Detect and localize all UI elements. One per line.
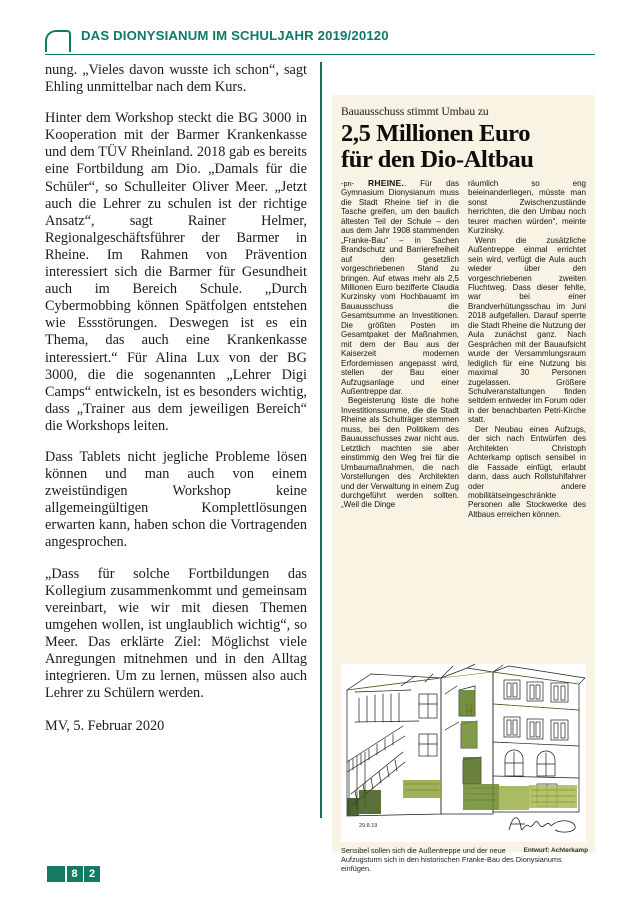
paragraph: Wenn die zusätzliche Außentreppe einmal errichtet sein wird, verfügt die Aula auch wieder über den vorgeschriebenen zweiten Fluchtweg. Dass dieser fehlte, war bei einer Brandverhütungsschau im Juni 2018 aufgefallen. Darauf sperrte die Stadt Rheine die Nutzung der Aula zunächst ganz. Nach Gesprächen mit der Bauaufsicht wurde der Versammlungsraum lediglich für eine Nutzung bis maximal 30 Personen zugelassen. Größere Schulveranstaltungen finden seitdem entweder im Forum oder in der benachbarten Petri-Kirche statt. <box>468 235 586 425</box>
left-article-column <box>45 62 307 749</box>
folio-digit-8: 8 <box>67 866 83 882</box>
sketch-date-note: 29.8.19 <box>359 823 378 829</box>
clipping-headline <box>341 121 586 172</box>
header-bracket-icon <box>45 30 71 52</box>
paragraph-text: . Für das Gymnasium Dionysianum muss die Stadt Rheine tief in die Tasche greifen, um den baulich ältesten Teil der Schule – den aus dem Jahr 1908 stammenden „Franke-Bau“ – in Sachen Brandschutz und Barrierefreiheit auf den gesetzlich vorgeschriebenen Stand zu bringen. Auf etwas mehr als 2,5 Millionen Euro bezifferte Claudia Kurzinsky vom Hochbauamt im Bauausschuss die Gesamtsumme an Investitionen. Die größten Posten im Gesamtpaket der Maßnahmen, mit dem der Bau aus der Kaiserzeit modernen Erfordernissen angepasst wird, stellen der Bau einer Aufzugsanlage und einer Außentreppe dar. <box>341 179 459 396</box>
paragraph: Begeisterung löste die hohe Investitionssumme, die die Stadt Rheine als Schulträger stemmen muss, bei den Politikern des Bauausschusses zwar nicht aus. Letztlich machten sie aber einstimmig den Weg frei für die Umbaumaßnahmen, die nach Vorstellungen des Architekten und der Verwaltung in einem Zug durchgeführt werden sollten. „Weil die Dinge <box>341 396 459 510</box>
paragraph: Dass Tablets nicht jegliche Probleme lösen können und man auch von einem zweistündigen Workshop keine allgemeingültigen Komplettlösungen erwarten kann, haben schon die Vortragenden angesprochen. <box>45 448 307 551</box>
caption-credit: Entwurf: Achterkamp <box>523 847 588 854</box>
paragraph: „Dass für solche Fortbildungen das Kollegium zusammenkommt und gemeinsam vereinbart, wie wir mit diesen Themen umgehen wollen, ist unglaublich wichtig“, so Meer. Das erklärte Ziel: Möglichst viele Anregungen mitnehmen und in den Alltag integrieren. Um zu lernen, müssen also auch Lehrer zu Schülern werden. <box>45 565 307 702</box>
dateline-city: RHEINE. <box>368 178 404 188</box>
page-title: DAS DIONYSIANUM IM SCHULJAHR 2019/20120 <box>81 28 389 43</box>
article-byline: MV, 5. Februar 2020 <box>45 718 165 735</box>
headline-line-1: 2,5 Millionen Euro <box>341 120 531 147</box>
paragraph: nung. „Vieles davon wusste ich schon“, sagt Ehling unmittelbar nach dem Kurs. <box>45 62 307 96</box>
paragraph: räumlich so eng beieinanderliegen, müsste man sonst Zwischenzustände herrichten, die den Umbau noch teurer machen würden“, meinte Kurzinsky. <box>468 179 586 236</box>
page-folio <box>47 866 100 882</box>
image-caption <box>341 846 588 874</box>
paragraph: Der Neubau eines Aufzugs, der sich nach Entwürfen des Architekten Christoph Achterkamp optisch sensibel in die Fassade einfügt, erlaubt dann, dass auch Rollstuhlfahrer oder andere mobilitätseingeschränkte Personen alle Stockwerke des Altbaus erreichen können. <box>468 424 586 519</box>
clipping-text-columns <box>341 179 586 519</box>
paragraph: Hinter dem Workshop steckt die BG 3000 in Kooperation mit der Barmer Krankenkasse und dem TÜV Rheinland. 2018 gab es bereits eine Fortbildung am Dio. „Damals für die Schüler“, so Schulleiter Oliver Meer. „Jetzt auch die Lehrer zu schulen ist der richtige Ansatz“, sagt Rainer Helmer, Regionalgeschäftsführer der Barmer in Rheine. Im Rahmen von Prävention interessiert sich die Barmer für Gesundheit auch im Bereich Schule. „Durch Cybermobbing können Spätfolgen entstehen wie Essstörungen. Deswegen ist es ein Thema, das auch eine Krankenkasse interessiert.“ Für Alina Lux von der BG 3000, die die sogenannten „Lehrer Digi Camps“ entwickeln, ist es besonders wichtig, dass „Trainer aus dem jeweiligen Bereich“ die Workshops leiten. <box>45 110 307 434</box>
dateline-tag: -pn- <box>341 179 355 188</box>
paragraph <box>341 179 459 396</box>
folio-box-blank <box>47 866 65 882</box>
page-body <box>45 62 595 874</box>
news-clipping-panel <box>332 95 595 874</box>
caption-text: Sensibel sollen sich die Außentreppe und der neue Aufzugsturm sich in den historischen Franke-Bau des Dionysianums einfügen. <box>341 846 562 874</box>
page-running-head <box>45 26 595 58</box>
clipping-kicker: Bauausschuss stimmt Umbau zu <box>341 105 489 118</box>
headline-line-2: für den Dio-Altbau <box>341 145 534 173</box>
column-divider <box>320 62 322 818</box>
clipping-column-2 <box>468 179 586 519</box>
clipping-column-1 <box>341 179 459 519</box>
folio-digit-2: 2 <box>84 866 100 882</box>
architectural-sketch-image <box>341 664 586 842</box>
header-divider <box>45 54 595 55</box>
